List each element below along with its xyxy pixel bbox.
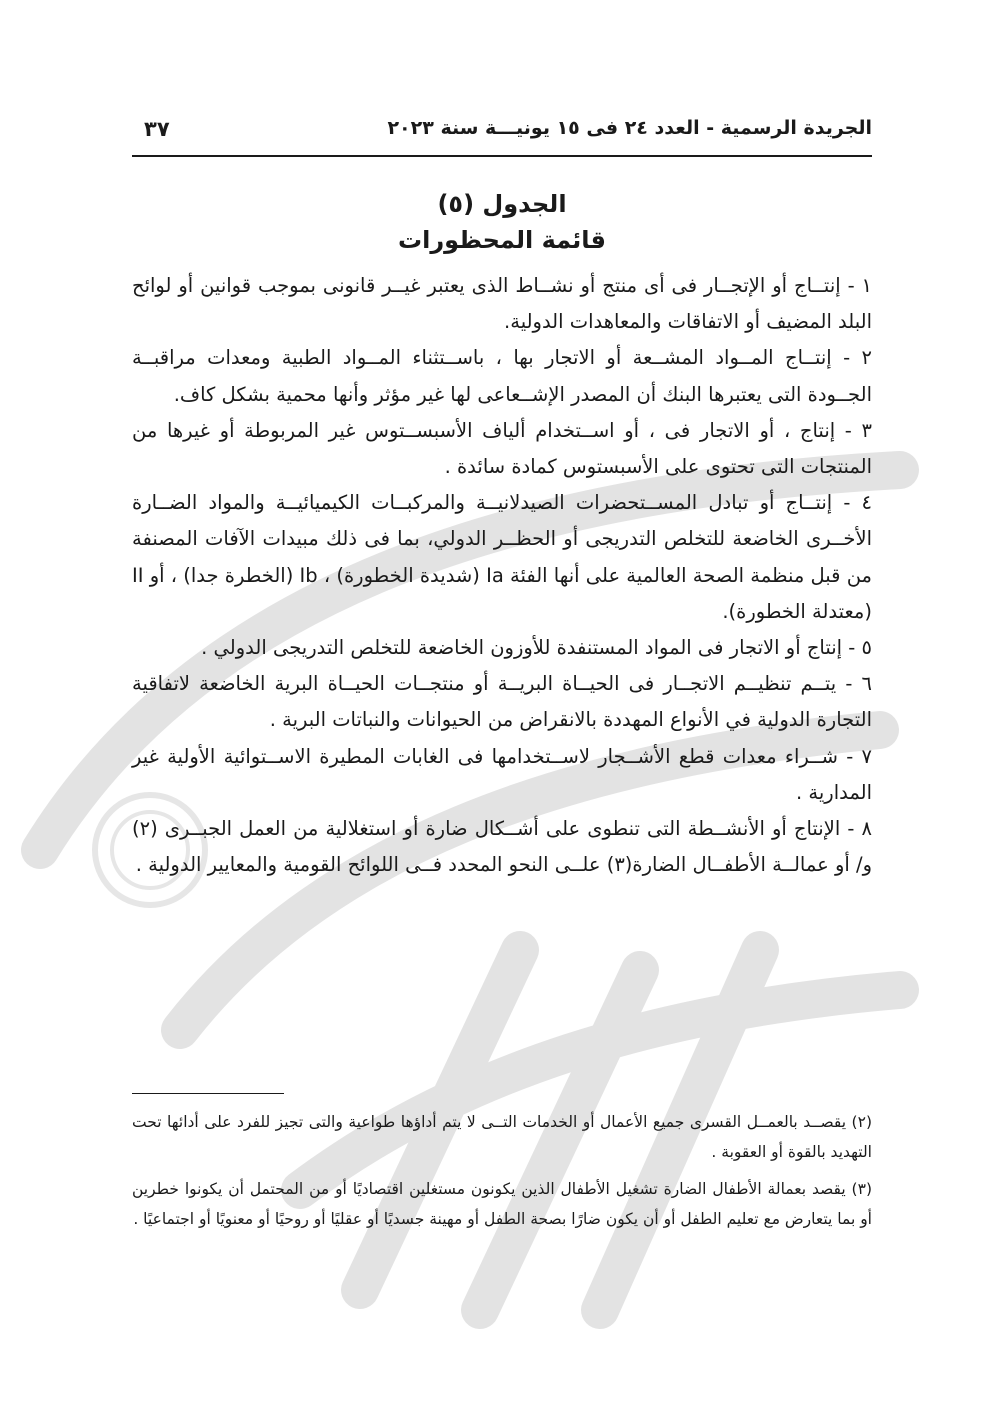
page-header <box>132 113 872 153</box>
page-number: ٣٧ <box>144 117 170 141</box>
list-item: ٧ - شــراء معدات قطع الأشــجار لاســتخدامها فى الغابات المطيرة الاســتوائية الأولية غير المدارية . <box>132 744 872 804</box>
header-divider <box>132 155 872 157</box>
section-titles <box>132 186 872 258</box>
prohibited-list <box>132 268 872 883</box>
footnote-divider <box>132 1093 284 1094</box>
gazette-title: الجريدة الرسمية - العدد ٢٤ فى ١٥ يونيـــة سنة ٢٠٢٣ <box>387 117 872 139</box>
table-heading: الجدول (٥) <box>437 190 567 218</box>
list-item: ٦ - يتــم تنظيــم الاتجــار فى الحيــاة البريــة أو منتجــات الحيــاة البرية الخاضعة لاتفاقية التجارة الدولية في الأنواع المهددة بالانقراض من الحيوانات والنباتات البرية . <box>132 672 872 732</box>
list-item: ٤ - إنتــاج أو تبادل المســتحضرات الصيدلانيــة والمركبــات الكيميائيــة والمواد الضــارة الأخــرى الخاضعة للتخلص التدريجى أو الحظــر الدولي، بما فى ذلك مبيدات الآفات المصنفة من قبل منظمة الصحة العالمية على أنها الفئة Ia (شديدة الخطورة) ، Ib (الخطرة جدا) ، أو II (معتدلة الخطورة). <box>132 491 872 623</box>
footnote: (٣) يقصد بعمالة الأطفال الضارة تشغيل الأطفال الذين يكونون مستغلين اقتصاديًا أو من المحتمل أن يكونوا خطرين أو بما يتعارض مع تعليم الطفل أو أن يكون ضارًا بصحة الطفل أو مهينة جسديًا أو عقليًا أو روحيًا أو معنويًا أو اجتماعيًا . <box>132 1180 872 1228</box>
footnotes <box>132 1108 872 1242</box>
footnote: (٢) يقصــد بالعمــل القسرى جميع الأعمال أو الخدمات التــى لا يتم أداؤها طواعية والتى تجيز للفرد على أدائها تحت التهديد بالقوة أو العقوبة . <box>132 1113 872 1161</box>
list-item: ٣ - إنتاج ، أو الاتجار فى ، أو اســتخدام ألياف الأسبســتوس غير المربوطة أو غيرها من المنتجات التى تحتوى على الأسبستوس كمادة سائدة . <box>132 418 872 479</box>
list-item: ١ - إنتــاج أو الإتجــار فى أى منتج أو نشــاط الذى يعتبر غيــر قانونى بموجب قوانين أو لوائح البلد المضيف أو الاتفاقات والمعاهدات الدولية. <box>132 274 872 334</box>
list-item: ٢ - إنتــاج المــواد المشــعة أو الاتجار بها ، باســتثناء المــواد الطبية ومعدات مراقبــة الجــودة التى يعتبرها البنك أن المصدر الإشــعاعى لها غير مؤثر وأنها محمية بشكل كاف. <box>132 346 872 406</box>
list-item: ٨ - الإنتاج أو الأنشــطة التى تنطوى على أشــكال ضارة أو استغلالية من العمل الجبــرى (٢) و/ أو عمالــة الأطفــال الضارة(٣) علــى النحو المحدد فــى اللوائح القومية والمعايير الدولية . <box>132 817 872 877</box>
list-heading: قائمة المحظورات <box>398 226 606 254</box>
list-item: ٥ - إنتاج أو الاتجار فى المواد المستنفدة للأوزون الخاضعة للتخلص التدريجى الدولي . <box>201 636 872 660</box>
